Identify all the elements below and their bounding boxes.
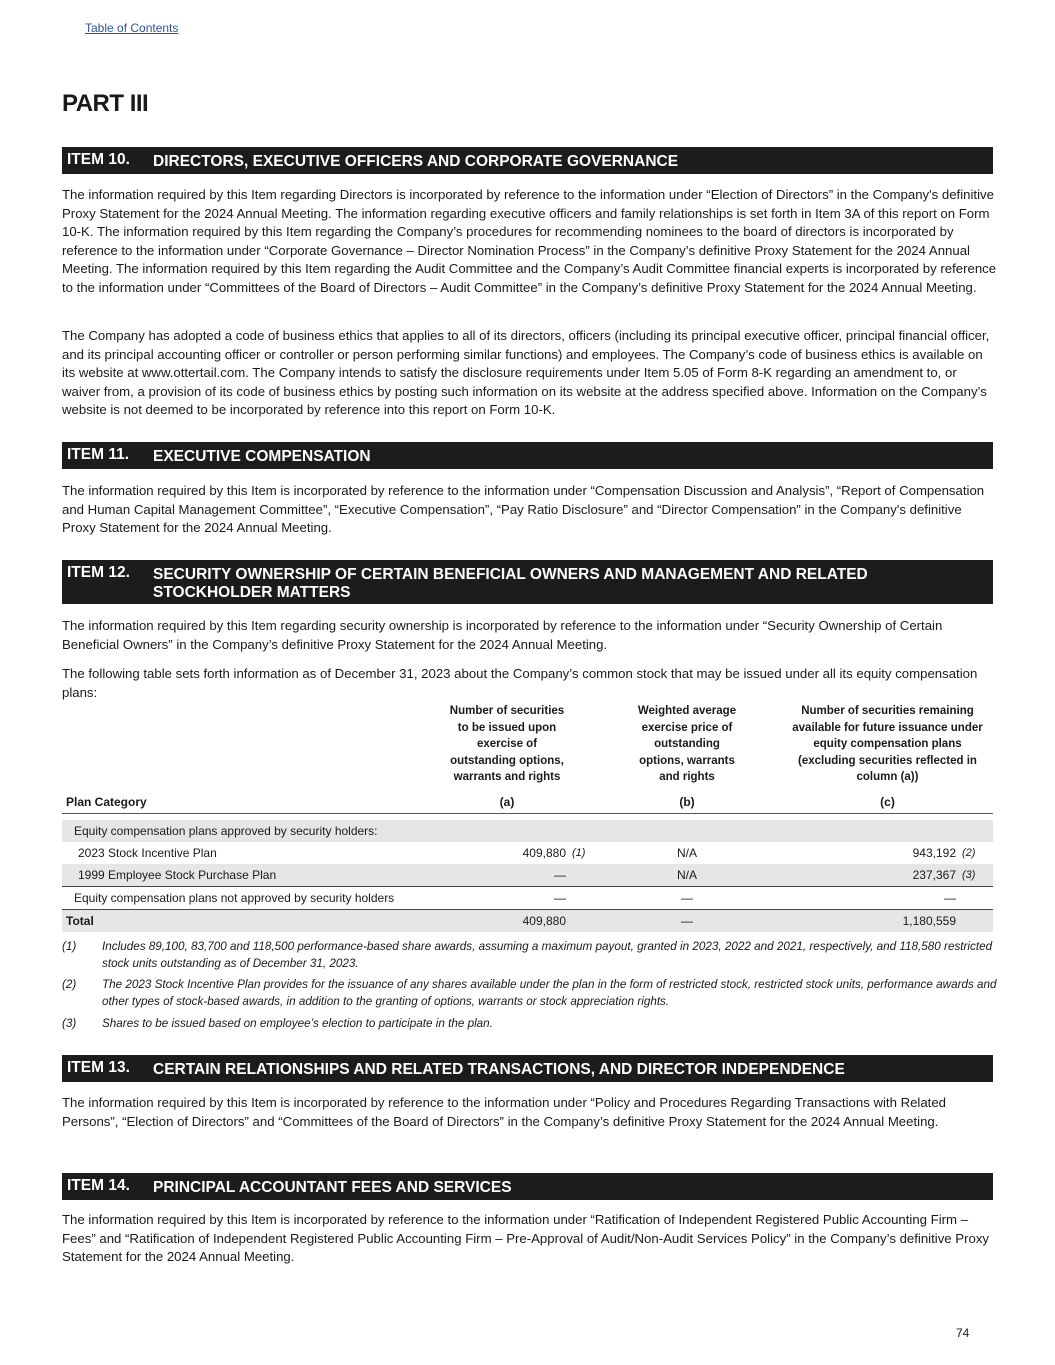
- item-14-header: [62, 1173, 993, 1200]
- item-number: ITEM 10.: [67, 151, 130, 168]
- footnote: [62, 976, 997, 1010]
- footnote-marker: (2): [62, 978, 77, 991]
- plan-category-label: Plan Category: [62, 791, 442, 814]
- item-13-header: [62, 1055, 993, 1082]
- cell-value: N/A: [676, 845, 697, 860]
- footnote: [62, 938, 997, 972]
- cell-value: —: [442, 886, 572, 909]
- paragraph: The information required by this Item is incorporated by reference to the information under “Ratification of Independent Registered Public Accounting Firm – Fees” and “Ratification of Independent Registered Public Accounting Firm – Pre-Approval of Audit/Non-Audit Services Policy” in the Company’s definitive Proxy Statement for the 2024 Annual Meeting.: [62, 1212, 990, 1265]
- footnote-marker: [572, 864, 612, 887]
- total-row: [62, 909, 993, 932]
- cell-value: —: [612, 909, 762, 932]
- column-letter: (a): [442, 791, 572, 814]
- item-number: ITEM 12.: [67, 564, 130, 581]
- item-title: [153, 566, 868, 602]
- item-number: ITEM 13.: [67, 1059, 130, 1076]
- item-title: PRINCIPAL ACCOUNTANT FEES AND SERVICES: [153, 1179, 512, 1196]
- item-number: ITEM 11.: [67, 446, 130, 463]
- item-title: EXECUTIVE COMPENSATION: [153, 448, 371, 465]
- footnote-marker: (2): [962, 846, 976, 859]
- item-title: CERTAIN RELATIONSHIPS AND RELATED TRANSACTIONS, AND DIRECTOR INDEPENDENCE: [153, 1061, 845, 1078]
- table-row: [62, 842, 993, 864]
- part-title: PART III: [62, 90, 149, 117]
- row-label: Total: [62, 909, 442, 932]
- column-letter: (b): [612, 791, 762, 814]
- table-row: [62, 886, 993, 909]
- table-row: [62, 864, 993, 887]
- cell-value: 1,180,559: [782, 909, 962, 932]
- cell-value: —: [442, 864, 572, 887]
- table-row: [62, 820, 993, 842]
- paragraph: The information required by this Item is incorporated by reference to the information under “Compensation Discussion and Analysis”, “Report of Compensation and Human Capital Management Committee”, “Executive Compensation”, “Pay Ratio Disclosure” and “Director Compensation” in the Company's definitive Proxy Statement for the 2024 Annual Meeting.: [62, 483, 985, 536]
- footnote-text: Includes 89,100, 83,700 and 118,500 performance-based share awards, assuming a maximum payout, granted in 2023, 2022 and 2021, respectively, and 118,580 restricted stock units outstanding as of December 31, 2023.: [102, 940, 993, 970]
- row-label: 2023 Stock Incentive Plan: [78, 845, 217, 860]
- paragraph: The information required by this Item regarding security ownership is incorporated by reference to the information under “Security Ownership of Certain Beneficial Owners” in the Company’s definitive Proxy Statement for the 2024 Annual Meeting.: [62, 618, 943, 652]
- cell-value: 943,192: [912, 845, 956, 860]
- page-number: 74: [956, 1326, 970, 1340]
- row-label: Equity compensation plans not approved by security holders: [62, 886, 442, 909]
- item-11-header: [62, 442, 993, 469]
- item-12-header: [62, 560, 993, 604]
- cell-value: —: [782, 886, 962, 909]
- table-header-row: [62, 703, 993, 791]
- paragraph: The information required by this Item regarding Directors is incorporated by reference to the information under “Election of Directors” in the Company's definitive Proxy Statement for the 2024 Annual Meeting. The information regarding executive officers and family relationships is set forth in Item 3A of this report on Form 10-K. The information required by this Item regarding the Company’s procedures for recommending nominees to the board of directors is incorporated by reference to the information under “Corporate Governance – Director Nomination Process” in the Company’s definitive Proxy Statement for the 2024 Annual Meeting. The information required by this Item regarding the Audit Committee and the Company’s Audit Committee financial experts is incorporated by reference to the information under “Committees of the Board of Directors – Audit Committee” in the Company’s definitive Proxy Statement for the 2024 Annual Meeting.: [62, 187, 997, 295]
- footnote-marker: (1): [572, 846, 586, 859]
- row-label: Equity compensation plans approved by security holders:: [62, 820, 993, 842]
- cell-value: 237,367: [782, 864, 962, 887]
- footnote-text: Shares to be issued based on employee’s election to participate in the plan.: [102, 1017, 493, 1030]
- column-c-header: Number of securities remaining available for future issuance under equity compensation plans (excluding securities reflected in column (a)): [792, 705, 983, 783]
- row-label: 1999 Employee Stock Purchase Plan: [62, 864, 442, 887]
- cell-value: 409,880: [442, 909, 572, 932]
- column-a-header: Number of securities to be issued upon exercise of outstanding options, warrants and rights: [449, 705, 565, 783]
- item-number: ITEM 14.: [67, 1177, 130, 1194]
- footnote-marker: (1): [62, 940, 77, 953]
- footnote: [62, 1015, 997, 1032]
- item-title-line: STOCKHOLDER MATTERS: [153, 584, 351, 601]
- cell-value: —: [612, 886, 762, 909]
- equity-compensation-table: [62, 703, 993, 932]
- footnote-marker: (3): [962, 864, 993, 887]
- table-of-contents-link[interactable]: Table of Contents: [85, 21, 179, 35]
- cell-value: N/A: [612, 864, 762, 887]
- item-title-line: SECURITY OWNERSHIP OF CERTAIN BENEFICIAL OWNERS AND MANAGEMENT AND RELATED: [153, 566, 868, 583]
- item-10-header: [62, 147, 993, 174]
- column-letter: (c): [782, 791, 993, 814]
- paragraph: The Company has adopted a code of business ethics that applies to all of its directors, officers (including its principal executive officer, principal financial officer, and its principal accounting officer or controller or person performing similar functions) and employees. The Company’s code of business ethics is available on its website at www.ottertail.com. The Company intends to satisfy the disclosure requirements under Item 5.05 of Form 8-K regarding an amendment to, or waiver from, a provision of its code of business ethics by posting such information on its website at the address specified above. Information on the Company’s website is not deemed to be incorporated by reference into this report on Form 10-K.: [62, 328, 990, 418]
- cell-value: 409,880: [522, 845, 566, 860]
- footnote-text: The 2023 Stock Incentive Plan provides for the issuance of any shares available under the plan in the form of restricted stock, restricted stock units, performance awards and other types of stock-based awards, in addition to the granting of options, warrants or stock appreciation rights.: [102, 978, 997, 1008]
- footnote-marker: (3): [62, 1017, 77, 1030]
- item-title: DIRECTORS, EXECUTIVE OFFICERS AND CORPORATE GOVERNANCE: [153, 153, 679, 170]
- column-letter-row: [62, 791, 993, 814]
- column-b-header: Weighted average exercise price of outstanding options, warrants and rights: [637, 705, 737, 783]
- paragraph: The information required by this Item is incorporated by reference to the information under “Policy and Procedures Regarding Transactions with Related Persons”, “Election of Directors” and “Committees of the Board of Directors” in the Company’s definitive Proxy Statement for the 2024 Annual Meeting.: [62, 1095, 947, 1129]
- paragraph: The following table sets forth information as of December 31, 2023 about the Company’s common stock that may be issued under all its equity compensation plans:: [62, 666, 978, 700]
